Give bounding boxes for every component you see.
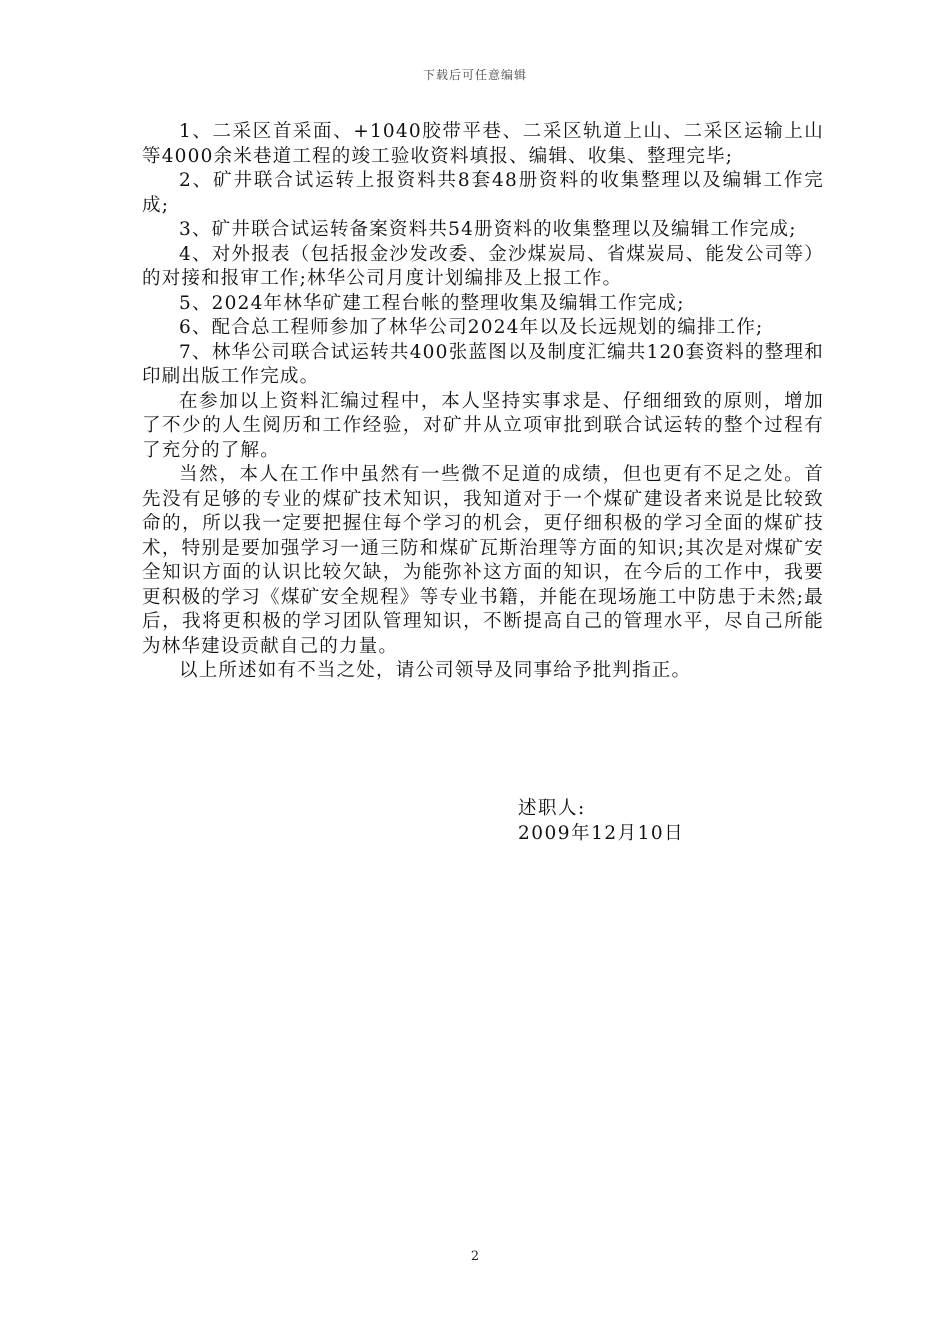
paragraph-shortcomings: 当然，本人在工作中虽然有一些微不足道的成绩，但也更有不足之处。首先没有足够的专业的煤矿技术知识，我知道对于一个煤矿建设者来说是比较致命的，所以我一定要把握住每个学习的机会，更仔细积极的学习全面的煤矿技术，特别是要加强学习一通三防和煤矿瓦斯治理等方面的知识;其次是对煤矿安全知识方面的认识比较欠缺，为能弥补这方面的知识，在今后的工作中，我要更积极的学习《煤矿安全规程》等专业书籍，并能在现场施工中防患于未然;最后，我将更积极的学习团队管理知识，不断提高自己的管理水平，尽自己所能为林华建设贡献自己的力量。 bbox=[142, 464, 824, 657]
paragraph-item-1: 1、二采区首采面、+1040胶带平巷、二采区轨道上山、二采区运输上山等4000余米巷道工程的竣工验收资料填报、编辑、收集、整理完毕; bbox=[142, 121, 824, 167]
signature-date: 2009年12月10日 bbox=[518, 823, 685, 844]
page-header: 下载后可任意编辑 bbox=[422, 68, 527, 82]
paragraph-item-2: 2、矿井联合试运转上报资料共8套48册资料的收集整理以及编辑工作完成; bbox=[142, 170, 824, 216]
paragraph-item-4: 4、对外报表（包括报金沙发改委、金沙煤炭局、省煤炭局、能发公司等）的对接和报审工作;林华公司月度计划编排及上报工作。 bbox=[142, 243, 824, 289]
paragraph-closing: 以上所述如有不当之处，请公司领导及同事给予批判指正。 bbox=[179, 660, 692, 681]
document-body bbox=[142, 120, 824, 684]
paragraph-item-7: 7、林华公司联合试运转共400张蓝图以及制度汇编共120套资料的整理和印刷出版工作完成。 bbox=[142, 341, 824, 387]
paragraph-item-3: 3、矿井联合试运转备案资料共54册资料的收集整理以及编辑工作完成; bbox=[179, 219, 797, 240]
paragraph-summary: 在参加以上资料汇编过程中，本人坚持实事求是、仔细细致的原则，增加了不少的人生阅历和工作经验，对矿井从立项审批到联合试运转的整个过程有了充分的了解。 bbox=[142, 390, 824, 461]
signature-label: 述职人: bbox=[518, 798, 586, 819]
paragraph-item-6: 6、配合总工程师参加了林华公司2024年以及长远规划的编排工作; bbox=[179, 317, 764, 338]
paragraph-item-5: 5、2024年林华矿建工程台帐的整理收集及编辑工作完成; bbox=[179, 292, 685, 314]
page-number: 2 bbox=[470, 1249, 480, 1264]
